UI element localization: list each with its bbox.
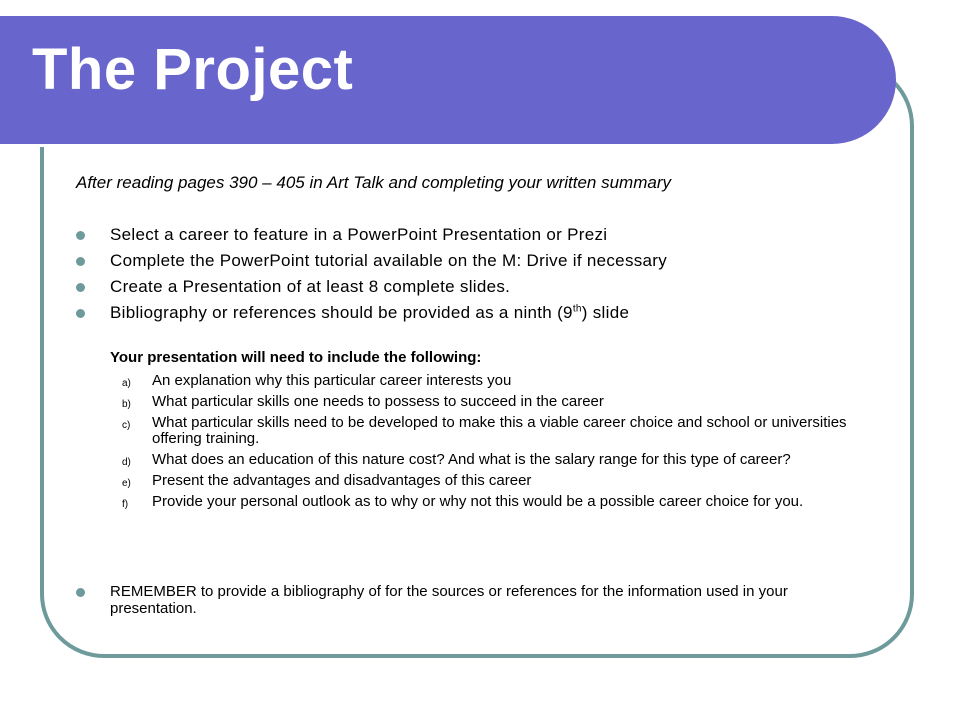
bullet-icon (76, 257, 85, 266)
bullet-icon (76, 231, 85, 240)
requirement-item (122, 373, 882, 389)
item-text: Provide your personal outlook as to why or why not this would be a possible career choice for you. (152, 493, 804, 510)
item-text: An explanation why this particular career interests you (152, 372, 512, 389)
item-letter: d) (122, 457, 131, 468)
bullet-icon (76, 283, 85, 292)
item-text: What particular skills one needs to possess to succeed in the career (152, 393, 604, 410)
bullet-item (76, 248, 876, 274)
bullet-list (76, 222, 876, 326)
requirement-item (122, 494, 882, 510)
slide-title: The Project (32, 37, 354, 102)
bullet-icon (76, 588, 85, 597)
bullet-item (76, 222, 876, 248)
item-letter: e) (122, 478, 131, 489)
item-letter: b) (122, 399, 131, 410)
item-letter: f) (122, 499, 129, 510)
item-letter: c) (122, 420, 131, 431)
bullet-item (76, 300, 876, 326)
bullet-text: Complete the PowerPoint tutorial available on the M: Drive if necessary (110, 251, 668, 270)
bullet-text-end: ) slide (581, 303, 630, 322)
remember-item (76, 583, 866, 617)
requirements-list (122, 373, 882, 515)
item-text: What particular skills need to be developed to make this a viable career choice and school or universities offering training. (152, 414, 847, 447)
bullet-icon (76, 309, 85, 318)
bullet-item (76, 274, 876, 300)
requirement-item (122, 473, 882, 489)
item-text: Present the advantages and disadvantages of this career (152, 472, 532, 489)
superscript-th: th (572, 303, 582, 315)
title-underline (0, 144, 848, 147)
item-text: What does an education of this nature cost? And what is the salary range for this type of career? (152, 451, 791, 468)
requirement-item (122, 415, 882, 447)
bullet-text: Select a career to feature in a PowerPoint Presentation or Prezi (110, 225, 608, 244)
item-letter: a) (122, 378, 131, 389)
requirements-heading: Your presentation will need to include the following: (110, 349, 482, 366)
intro-text: After reading pages 390 – 405 in Art Talk and completing your written summary (76, 173, 671, 192)
remember-list (76, 583, 866, 617)
bullet-text: Create a Presentation of at least 8 complete slides. (110, 277, 511, 296)
requirement-item (122, 394, 882, 410)
bullet-text: Bibliography or references should be provided as a ninth (9 (110, 303, 573, 322)
requirement-item (122, 452, 882, 468)
remember-text: REMEMBER to provide a bibliography of for the sources or references for the information used in your presentation. (110, 583, 788, 617)
